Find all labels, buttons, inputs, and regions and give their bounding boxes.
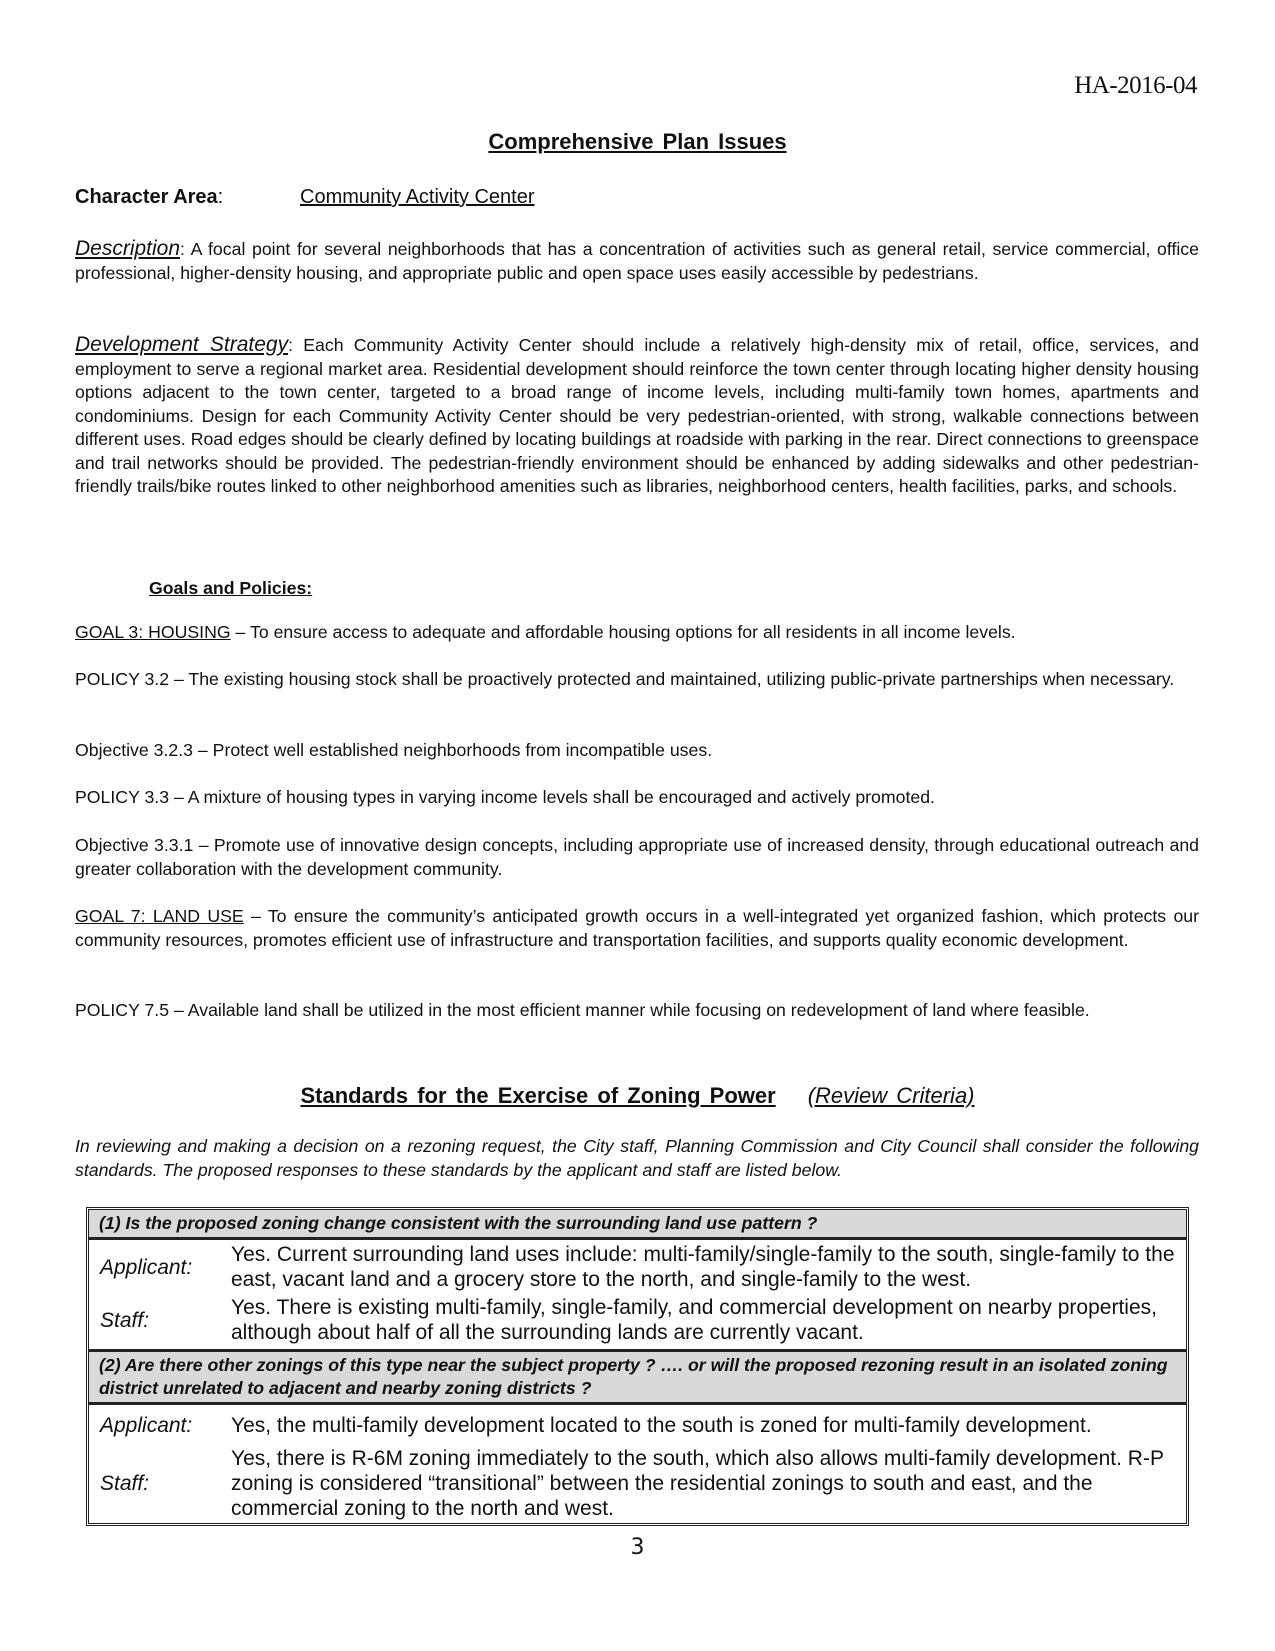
- criterion-2-applicant-label: Applicant:: [100, 1414, 193, 1437]
- goal-7-label: GOAL 7: LAND USE: [75, 906, 244, 926]
- criterion-2-staff-row: [89, 1446, 1186, 1523]
- review-criteria-table: [86, 1207, 1189, 1526]
- page-number: 3: [630, 1535, 645, 1560]
- criterion-1-staff-label: Staff:: [100, 1309, 150, 1332]
- standards-intro: In reviewing and making a decision on a rezoning request, the City staff, Planning Commission and City Council shall consider the following standards. The proposed responses to these standards by the applicant and staff are listed below.: [75, 1136, 1199, 1180]
- criterion-1-question: (1) Is the proposed zoning change consistent with the surrounding land use pattern ?: [89, 1210, 1186, 1240]
- criterion-2-staff-label: Staff:: [100, 1472, 150, 1495]
- policy-3-2: POLICY 3.2 – The existing housing stock shall be proactively protected and maintained, utilizing public-private partnerships when necessary.: [75, 669, 1175, 689]
- goal-3-text: – To ensure access to adequate and affordable housing options for all residents in all income levels.: [230, 622, 1016, 642]
- description-text: : A focal point for several neighborhoods that has a concentration of activities such as general retail, service commercial, office professional, higher-density housing, and appropriate public and open space uses easily accessible by pedestrians.: [75, 239, 1199, 283]
- goal-7-paragraph: [75, 905, 1199, 952]
- objective-3-3-1: Objective 3.3.1 – Promote use of innovative design concepts, including appropriate use of increased density, through educational outreach and greater collaboration with the development community.: [75, 835, 1199, 879]
- criterion-1-applicant-row: [89, 1240, 1186, 1295]
- criterion-2-question: (2) Are there other zonings of this type near the subject property ? …. or will the proposed rezoning result in an isolated zoning district unrelated to adjacent and nearby zoning districts ?: [89, 1349, 1186, 1405]
- character-area-label: Character Area: [75, 186, 218, 208]
- criterion-2-staff-response: Yes, there is R-6M zoning immediately to the south, which also allows multi-family development. R-P zoning is considered “transitional” between the residential zonings to south and east, and the commercial zoning to the north and west.: [231, 1447, 1164, 1520]
- policy-3-3: POLICY 3.3 – A mixture of housing types in varying income levels shall be encouraged and actively promoted.: [75, 787, 935, 807]
- criterion-1-staff-row: [89, 1295, 1186, 1349]
- policy-7-5: POLICY 7.5 – Available land shall be utilized in the most efficient manner while focusing on redevelopment of land where feasible.: [75, 1000, 1090, 1020]
- goal-3-label: GOAL 3: HOUSING: [75, 622, 231, 642]
- criterion-1-applicant-label: Applicant:: [100, 1256, 193, 1279]
- description-paragraph: [75, 237, 1199, 285]
- development-strategy-paragraph: [75, 333, 1199, 499]
- objective-3-2-3: Objective 3.2.3 – Protect well established neighborhoods from incompatible uses.: [75, 740, 713, 760]
- standards-title: Standards for the Exercise of Zoning Power: [300, 1083, 776, 1108]
- goals-heading: Goals and Policies:: [149, 578, 313, 598]
- criterion-1-staff-response: Yes. There is existing multi-family, single-family, and commercial development on nearby properties, although about half of all the surrounding lands are currently vacant.: [231, 1296, 1157, 1344]
- standards-heading: [0, 1083, 1275, 1109]
- description-lead: Description: [75, 237, 181, 260]
- character-area-colon: :: [217, 186, 224, 208]
- standards-subtitle: (Review Criteria): [807, 1083, 975, 1108]
- criterion-2-applicant-response: Yes, the multi-family development located to the south is zoned for multi-family development.: [231, 1414, 1092, 1437]
- goal-3-paragraph: [75, 621, 1199, 645]
- criterion-1-applicant-response: Yes. Current surrounding land uses include: multi-family/single-family to the south, single-family to the east, vacant land and a grocery store to the north, and single-family to the west.: [231, 1243, 1175, 1291]
- character-area-value: Community Activity Center: [300, 186, 535, 208]
- page-title: Comprehensive Plan Issues: [488, 129, 787, 154]
- document-id: HA-2016-04: [1074, 72, 1197, 99]
- goal-7-text: – To ensure the community’s anticipated growth occurs in a well-integrated yet organized fashion, which protects our community resources, promotes efficient use of infrastructure and transportation facilities, and supports quality economic development.: [75, 906, 1200, 950]
- development-strategy-lead: Development Strategy: [75, 333, 289, 356]
- criterion-2-applicant-row: [89, 1405, 1186, 1446]
- development-strategy-text: : Each Community Activity Center should include a relatively high-density mix of retail, office, services, and employment to serve a regional market area. Residential development should reinforce the town center through locating higher density housing options adjacent to the town center, targeted to a broad range of income levels, including multi-family town homes, apartments and condominiums. Design for each Community Activity Center should be very pedestrian-oriented, with strong, walkable connections between different uses. Road edges should be clearly defined by locating buildings at roadside with parking in the rear. Direct connections to greenspace and trail networks should be provided. The pedestrian-friendly environment should be enhanced by adding sidewalks and other pedestrian-friendly trails/bike routes linked to other neighborhood amenities such as libraries, neighborhood centers, health facilities, parks, and schools.: [75, 335, 1200, 496]
- character-area: [75, 186, 535, 209]
